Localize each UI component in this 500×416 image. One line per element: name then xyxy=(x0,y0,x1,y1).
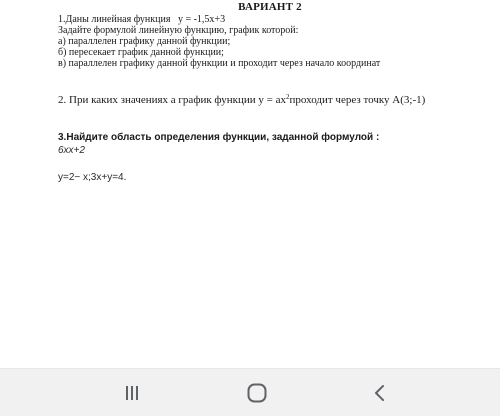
back-button[interactable] xyxy=(360,379,400,407)
home-icon xyxy=(246,382,268,404)
question-2-text-after: проходит через точку A(3;-1) xyxy=(289,94,426,106)
question-1-text: Даны линейная функция xyxy=(65,14,171,25)
variant-title: ВАРИАНТ 2 xyxy=(238,1,302,13)
system-navigation-bar xyxy=(0,368,500,416)
recent-apps-button[interactable] xyxy=(112,379,152,407)
question-2 xyxy=(58,94,425,106)
question-1-number: 1. xyxy=(58,14,66,25)
question-1-item-c: в) параллелен графику данной функции и проходит через начало координат xyxy=(58,58,381,69)
question-1-instruction: Задайте формулой линейную функцию, график которой: xyxy=(58,25,299,36)
back-icon xyxy=(373,384,387,402)
question-1-header xyxy=(58,14,225,25)
home-button[interactable] xyxy=(237,379,277,407)
question-3-formula: 6хх+2 xyxy=(58,145,85,156)
question-2-text-before: 2. При каких значениях а график функции y = ах xyxy=(58,94,287,106)
question-2-exponent: 2 xyxy=(286,93,290,101)
question-1-function: y = -1,5x+3 xyxy=(177,14,226,25)
question-3-equations: y=2− x;3x+y=4. xyxy=(58,172,127,183)
question-1-item-a: а) параллелен графику данной функции; xyxy=(58,36,231,47)
recent-apps-icon xyxy=(124,385,140,401)
question-3-text: Найдите область определения функции, заданной формулой : xyxy=(66,132,380,143)
question-1-item-b: б) пересекает график данной функции; xyxy=(58,47,224,58)
question-3-number: 3. xyxy=(58,132,67,143)
question-3 xyxy=(58,132,379,143)
